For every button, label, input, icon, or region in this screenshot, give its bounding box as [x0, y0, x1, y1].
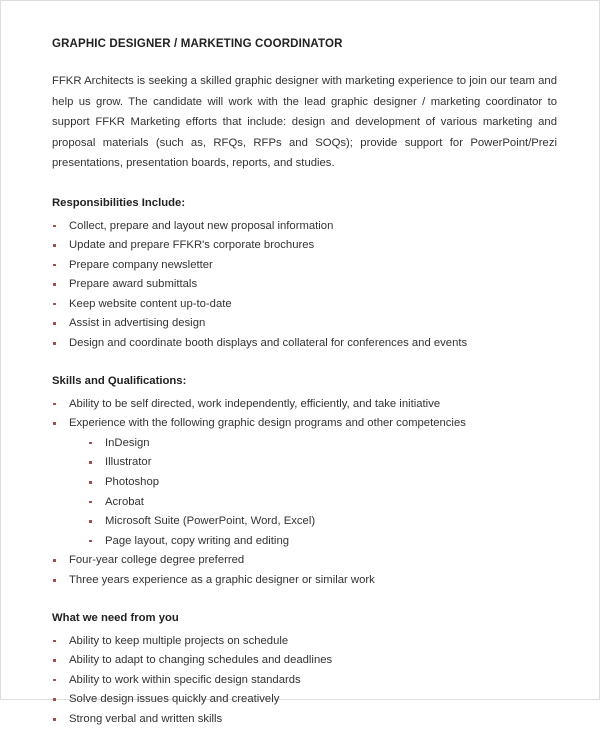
list-item-label: Solve design issues quickly and creatively	[69, 693, 280, 706]
sub-list-item	[88, 473, 559, 493]
bullet-list	[52, 217, 559, 354]
bullet-list	[52, 632, 559, 730]
list-item-label: Ability to work within specific design standards	[69, 673, 301, 686]
list-item	[52, 551, 559, 571]
sub-list-item	[88, 493, 559, 513]
sub-list-item-label: InDesign	[105, 436, 150, 449]
list-item	[52, 690, 559, 710]
list-item	[52, 314, 559, 334]
sub-list-item-label: Illustrator	[105, 456, 152, 469]
bullet-icon	[53, 718, 56, 721]
section-heading: Responsibilities Include:	[52, 196, 186, 209]
list-item	[52, 571, 559, 591]
section	[52, 196, 559, 354]
sub-list-item	[88, 512, 559, 532]
sub-list-item	[88, 434, 559, 454]
sub-bullet-list	[52, 434, 559, 552]
list-item	[52, 671, 559, 691]
bullet-icon	[53, 559, 56, 562]
section-heading: Skills and Qualifications:	[52, 374, 187, 387]
list-item-label: Ability to be self directed, work independently, efficiently, and take initiative	[69, 397, 441, 410]
bullet-icon	[53, 403, 56, 406]
list-item	[52, 256, 559, 276]
bullet-icon	[53, 659, 56, 662]
list-item-label: Prepare award submittals	[69, 278, 198, 291]
bullet-icon	[53, 422, 56, 425]
list-item-label: Design and coordinate booth displays and collateral for conferences and events	[69, 337, 468, 350]
bullet-icon	[89, 540, 92, 543]
bullet-icon	[53, 640, 56, 643]
bullet-icon	[89, 520, 92, 523]
bullet-icon	[53, 244, 56, 247]
sub-list-item	[88, 532, 559, 552]
list-item-label: Assist in advertising design	[69, 317, 206, 330]
bullet-icon	[53, 264, 56, 267]
list-item-label: Keep website content up-to-date	[69, 297, 232, 310]
list-item-label: Update and prepare FFKR's corporate brochures	[69, 239, 315, 252]
list-item-label: Three years experience as a graphic designer or similar work	[69, 574, 375, 586]
section-heading: What we need from you	[52, 611, 179, 624]
bullet-icon	[53, 579, 56, 582]
list-item-label: Prepare company newsletter	[69, 258, 213, 271]
bullet-icon	[53, 225, 56, 228]
list-item	[52, 236, 559, 256]
list-item-label: Ability to adapt to changing schedules and deadlines	[69, 654, 333, 667]
bullet-icon	[53, 342, 56, 345]
sub-list-item-label: Microsoft Suite (PowerPoint, Word, Excel)	[105, 515, 316, 528]
section	[52, 611, 559, 730]
bullet-icon	[53, 303, 56, 306]
bullet-icon	[89, 461, 92, 464]
list-item	[52, 395, 559, 415]
list-item-label: Experience with the following graphic design programs and other competencies	[69, 417, 466, 430]
list-item-label: Strong verbal and written skills	[69, 712, 223, 725]
sub-list-item-label: Page layout, copy writing and editing	[105, 534, 290, 547]
list-item-label: Collect, prepare and layout new proposal information	[69, 219, 334, 232]
bullet-icon	[53, 679, 56, 682]
list-item-label: Four-year college degree preferred	[69, 554, 245, 567]
bullet-icon	[53, 283, 56, 286]
list-item	[52, 275, 559, 295]
list-item	[52, 632, 559, 652]
list-item	[52, 414, 559, 434]
list-item	[52, 334, 559, 354]
bullet-icon	[53, 322, 56, 325]
sub-list-item	[88, 453, 559, 473]
list-item	[52, 217, 559, 237]
page-title: GRAPHIC DESIGNER / MARKETING COORDINATOR	[52, 38, 343, 50]
section	[52, 374, 559, 591]
sections-container	[52, 196, 559, 730]
bullet-list	[52, 395, 559, 591]
intro-paragraph: FFKR Architects is seeking a skilled graphic designer with marketing experience to join our team and help us grow. The candidate will work with the lead graphic designer / marketing coordinator to support FFKR Marketing efforts that include: design and development of various marketing and proposal materials (such as, RFQs, RFPs and SOQs); provide support for PowerPoint/Prezi presentations, presentation boards, reports, and studies.	[52, 75, 557, 169]
sub-list-item-label: Acrobat	[105, 495, 144, 508]
sub-list-container	[52, 434, 559, 552]
bullet-icon	[89, 442, 92, 445]
list-item	[52, 295, 559, 315]
sub-list-item-label: Photoshop	[105, 476, 160, 489]
list-item	[52, 710, 559, 730]
list-item-label: Ability to keep multiple projects on schedule	[69, 634, 289, 647]
bullet-icon	[89, 501, 92, 504]
bullet-icon	[89, 481, 92, 484]
list-item	[52, 651, 559, 671]
